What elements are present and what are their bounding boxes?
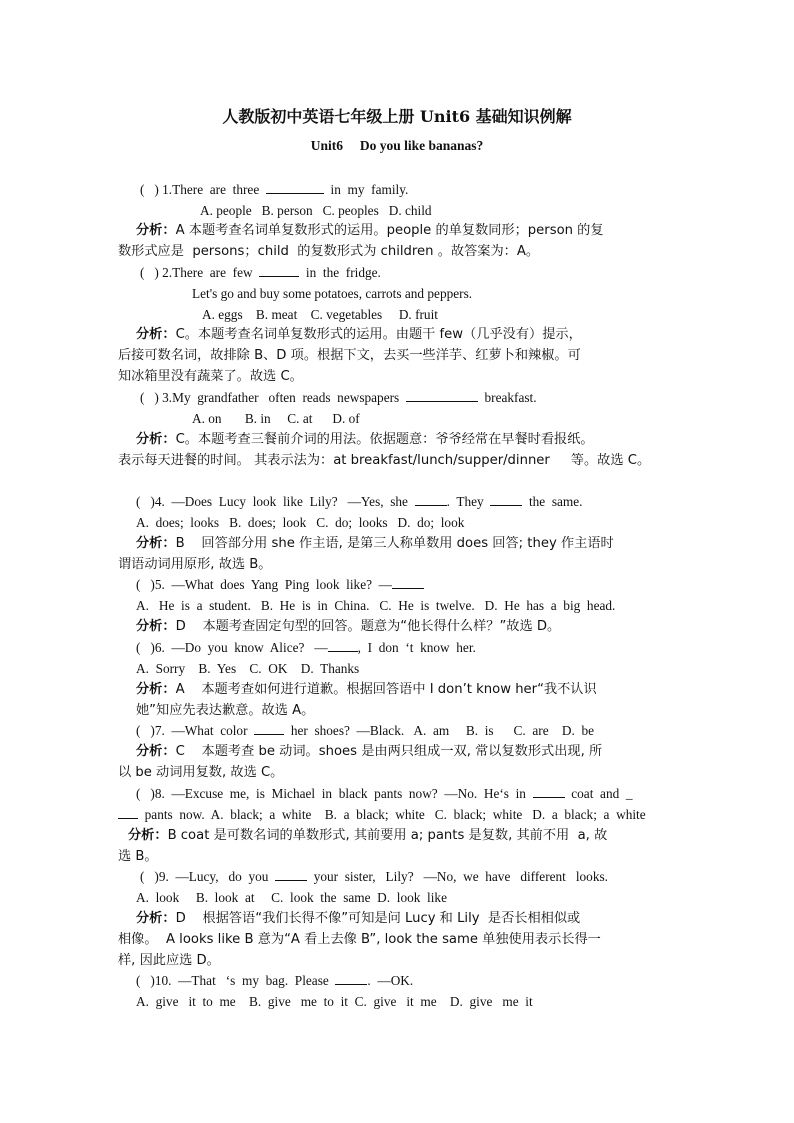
analysis-label: 分析： [136, 327, 176, 342]
analysis-4-line-2: 谓语动词用原形, 故选 B。 [118, 557, 272, 572]
analysis-label: 分析： [136, 536, 176, 551]
question-6-text-end: , I don ‘t know her. [357, 640, 476, 655]
question-8-line-2 [118, 805, 646, 825]
answer-blank [254, 722, 284, 735]
analysis-1-line-1: A 本题考查名词单复数形式的运用。people 的单复数同形；person 的复 [175, 223, 604, 238]
analysis-label: 分析： [136, 744, 176, 759]
question-9-text: ( )9. —Lucy, do you [140, 869, 276, 884]
question-10-text: ( )10. —That ‘s my bag. Please [136, 973, 336, 988]
question-5-options: A. He is a student. B. He is in China. C. He is twelve. D. He has a big head. [136, 598, 616, 613]
question-8-line-2-text: pants now. A. black; a white B. a black; white C. black; white D. a black; a white [138, 807, 646, 822]
question-4-text-mid: . They [446, 494, 491, 509]
analysis-label: 分析： [136, 223, 176, 238]
question-3-text: ( ) 3.My grandfather often reads newspapers [140, 390, 406, 405]
answer-blank [335, 972, 367, 985]
analysis-label: 分析： [128, 828, 168, 843]
analysis-1-line-2: 数形式应是 persons；child 的复数形式为 children 。故答案为：A。 [118, 244, 540, 259]
page-title: 人教版初中英语七年级上册 Unit6 基础知识例解 [222, 107, 572, 126]
analysis-label: 分析： [136, 911, 176, 926]
answer-blank [533, 785, 565, 798]
question-7-text: ( )7. —What color [136, 723, 255, 738]
question-2-text: ( ) 2.There are few [140, 265, 260, 280]
analysis-7-line-2: 以 be 动词用复数, 故选 C。 [118, 765, 284, 780]
analysis-4 [136, 534, 614, 554]
question-2 [140, 263, 381, 283]
answer-blank [415, 493, 447, 506]
analysis-4-line-1: B 回答部分用 she 作主语, 是第三人称单数用 does 回答; they 作主语时 [175, 536, 614, 551]
question-1 [140, 180, 408, 200]
analysis-6-line-2: 她”知应先表达歉意。故选 A。 [136, 703, 315, 718]
analysis-9-line-1: D 根据答语“我们长得不像”可知是问 Lucy 和 Lily 是否长相相似或 [175, 911, 581, 926]
page-subtitle: Unit6 Do you like bananas? [310, 138, 484, 153]
question-1-options: A. people B. person C. peoples D. child [200, 203, 432, 218]
analysis-label: 分析： [136, 619, 176, 634]
analysis-9 [136, 909, 580, 929]
answer-blank [118, 806, 138, 819]
answer-blank [406, 389, 478, 402]
question-6-text: ( )6. —Do you know Alice? — [136, 640, 328, 655]
analysis-7 [136, 742, 602, 762]
analysis-6-line-1: A 本题考查如何进行道歉。根据回答语中 I don’t know her“我不认识 [175, 682, 597, 697]
question-9-text-end: your sister, Lily? —No, we have different looks. [307, 869, 608, 884]
question-8-text: ( )8. —Excuse me, is Michael in black pants now? —No. He‘s in [136, 786, 533, 801]
question-9-options: A. look B. look at C. look the same D. look like [136, 890, 447, 905]
question-7 [136, 721, 594, 741]
analysis-5-line-1: D 本题考查固定句型的回答。题意为“他长得什么样？”故选 D。 [175, 619, 561, 634]
question-10 [136, 971, 413, 991]
analysis-5 [136, 617, 560, 637]
analysis-9-line-3: 样, 因此应选 D。 [118, 953, 220, 968]
question-1-text: ( ) 1.There are three [140, 182, 266, 197]
analysis-label: 分析： [136, 432, 176, 447]
analysis-1 [136, 221, 676, 241]
analysis-label: 分析： [136, 682, 176, 697]
analysis-3 [136, 430, 594, 450]
analysis-2-line-1: C。本题考查名词单复数形式的运用。由题干 few（几乎没有）提示， [175, 327, 582, 342]
question-4 [136, 492, 582, 512]
question-7-text-end: her shoes? —Black. A. am B. is C. are D. be [284, 723, 595, 738]
question-4-text-end: the same. [522, 494, 583, 509]
question-3-options: A. on B. in C. at D. of [192, 411, 360, 426]
question-3-text-end: breakfast. [477, 390, 537, 405]
question-10-options: A. give it to me B. give me to it C. give it me D. give me it [136, 994, 533, 1009]
question-8-text-mid: coat and _ [564, 786, 633, 801]
analysis-8-line-2: 选 B。 [118, 849, 158, 864]
analysis-3-line-2: 表示每天进餐的时间。 其表示法为：at breakfast/lunch/supper/dinner 等。故选 C。 [118, 453, 651, 468]
question-6 [136, 638, 476, 658]
question-10-text-end: . —OK. [367, 973, 414, 988]
answer-blank [275, 868, 307, 881]
question-5-text: ( )5. —What does Yang Ping look like? — [136, 577, 392, 592]
question-2-text-end: in the fridge. [299, 265, 381, 280]
question-6-options: A. Sorry B. Yes C. OK D. Thanks [136, 661, 360, 676]
analysis-2-line-2: 后接可数名词，故排除 B、D 项。根据下文，去买一些洋芋、红萝卜和辣椒。可 [118, 348, 581, 363]
analysis-7-line-1: C 本题考查 be 动词。shoes 是由两只组成一双, 常以复数形式出现, 所 [175, 744, 603, 759]
analysis-2-line-3: 知冰箱里没有蔬菜了。故选 C。 [118, 369, 303, 384]
analysis-9-line-2: 相像。 A looks like B 意为“A 看上去像 B”, look the same 单独使用表示长得一 [118, 932, 601, 947]
answer-blank [328, 639, 358, 652]
question-2-line-2: Let's go and buy some potatoes, carrots and peppers. [192, 286, 473, 301]
answer-blank [490, 493, 522, 506]
question-4-text: ( )4. —Does Lucy look like Lily? —Yes, she [136, 494, 415, 509]
answer-blank [259, 264, 299, 277]
analysis-6 [136, 680, 597, 700]
question-3 [140, 388, 537, 408]
question-9 [140, 867, 608, 887]
answer-blank [266, 181, 324, 194]
question-1-text-end: in my family. [323, 182, 409, 197]
analysis-8 [128, 826, 607, 846]
analysis-2 [136, 325, 582, 345]
analysis-3-line-1: C。本题考查三餐前介词的用法。依据题意：爷爷经常在早餐时看报纸。 [175, 432, 594, 447]
answer-blank [392, 576, 424, 589]
question-4-options: A. does; looks B. does; look C. do; looks D. do; look [136, 515, 465, 530]
question-8 [136, 784, 633, 804]
analysis-8-line-1: B coat 是可数名词的单数形式, 其前要用 a; pants 是复数, 其前不用 a, 故 [167, 828, 608, 843]
question-5 [136, 575, 424, 595]
question-2-options: A. eggs B. meat C. vegetables D. fruit [202, 307, 438, 322]
